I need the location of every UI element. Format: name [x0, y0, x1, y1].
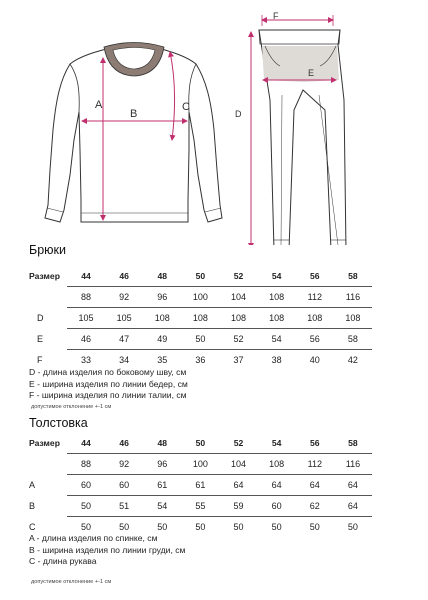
sweatshirt-diagram [0, 0, 428, 245]
value-cell: 88 [67, 287, 105, 308]
value-cell: 38 [258, 350, 296, 371]
value-cell: 96 [143, 287, 181, 308]
value-cell: 61 [143, 475, 181, 496]
value-cell: 60 [105, 475, 143, 496]
value-cell: 64 [334, 475, 372, 496]
value-cell: 50 [334, 517, 372, 538]
header-label: Размер [29, 271, 60, 282]
row-label: D [37, 313, 44, 323]
value-cell: 105 [105, 308, 143, 329]
value-cell: 60 [67, 475, 105, 496]
row-label [27, 287, 67, 308]
value-cell: 96 [143, 454, 181, 475]
pants-size-table [27, 266, 372, 370]
size-cell: 54 [271, 438, 282, 448]
value-cell: 64 [296, 475, 334, 496]
value-cell: 50 [258, 517, 296, 538]
table-row [27, 454, 372, 475]
value-cell: 51 [105, 496, 143, 517]
header-label: Размер [29, 438, 60, 449]
label-d: D [235, 109, 242, 119]
size-cell: 56 [310, 271, 320, 281]
value-cell: 108 [258, 287, 296, 308]
row-label: A [29, 480, 36, 490]
legend-line: D - длина изделия по боковому шву, см [29, 367, 187, 377]
value-cell: 50 [143, 517, 181, 538]
value-cell: 58 [334, 329, 372, 350]
value-cell: 42 [334, 350, 372, 371]
value-cell: 105 [67, 308, 105, 329]
value-cell: 64 [334, 496, 372, 517]
value-cell: 88 [67, 454, 105, 475]
size-cell: 50 [195, 438, 206, 448]
value-cell: 50 [220, 517, 258, 538]
value-cell: 33 [67, 350, 105, 371]
size-cell: 48 [157, 438, 168, 448]
value-cell: 112 [296, 287, 334, 308]
label-c: C [182, 101, 190, 113]
size-cell: 50 [195, 271, 206, 281]
value-cell: 92 [105, 287, 143, 308]
value-cell: 59 [220, 496, 258, 517]
row-label: B [29, 501, 36, 511]
value-cell: 36 [181, 350, 219, 371]
value-cell: 50 [181, 329, 219, 350]
size-cell: 44 [81, 271, 91, 281]
sweatshirt-size-table [27, 433, 372, 537]
pants-diagram [235, 11, 346, 245]
size-cell: 54 [271, 271, 282, 281]
size-cell: 56 [310, 438, 320, 448]
legend-line: B - ширина изделия по линии груди, см [29, 544, 186, 555]
sweatshirt-legend [29, 533, 185, 568]
table-row [27, 475, 372, 496]
value-cell: 40 [296, 350, 334, 371]
value-cell: 108 [220, 308, 258, 329]
value-cell: 108 [296, 308, 334, 329]
value-cell: 50 [67, 496, 105, 517]
value-cell: 64 [220, 475, 258, 496]
value-cell: 54 [258, 329, 296, 350]
value-cell: 47 [105, 329, 143, 350]
table-row [27, 308, 372, 329]
value-cell: 108 [334, 308, 372, 329]
legend-line: F - ширина изделия по линии талии, см [29, 390, 187, 400]
size-cell: 46 [119, 271, 129, 281]
row-label: F [37, 354, 43, 365]
value-cell: 116 [334, 454, 372, 475]
value-cell: 108 [143, 308, 181, 329]
size-cell: 44 [81, 438, 91, 448]
size-cell: 58 [348, 438, 358, 448]
value-cell: 108 [181, 308, 219, 329]
label-e: E [308, 68, 315, 78]
table-row [27, 329, 372, 350]
value-cell: 108 [258, 454, 296, 475]
size-cell: 46 [119, 438, 129, 448]
value-cell: 50 [296, 517, 334, 538]
value-cell: 108 [258, 308, 296, 329]
sweatshirt-title: Толстовка [29, 416, 88, 430]
value-cell: 35 [143, 350, 181, 371]
value-cell: 100 [181, 287, 219, 308]
value-cell: 112 [296, 454, 334, 475]
value-cell: 104 [220, 454, 258, 475]
value-cell: 104 [220, 287, 258, 308]
value-cell: 49 [143, 329, 181, 350]
value-cell: 116 [334, 287, 372, 308]
table-header-row [27, 266, 372, 287]
value-cell: 64 [258, 475, 296, 496]
label-b: B [130, 108, 138, 120]
row-label: E [37, 334, 44, 344]
value-cell: 34 [105, 350, 143, 371]
row-label [27, 454, 67, 475]
value-cell: 61 [181, 475, 219, 496]
value-cell: 54 [143, 496, 181, 517]
table-header-row [27, 433, 372, 454]
value-cell: 92 [105, 454, 143, 475]
value-cell: 55 [181, 496, 219, 517]
table-row [27, 496, 372, 517]
value-cell: 56 [296, 329, 334, 350]
size-cell: 58 [348, 271, 358, 281]
value-cell: 50 [181, 517, 219, 538]
table-row [27, 287, 372, 308]
pants-title: Брюки [29, 243, 66, 257]
value-cell: 46 [67, 329, 105, 350]
size-cell: 52 [233, 271, 244, 281]
value-cell: 52 [220, 329, 258, 350]
size-cell: 52 [233, 438, 244, 448]
value-cell: 37 [220, 350, 258, 371]
size-cell: 48 [157, 271, 168, 281]
value-cell: 62 [296, 496, 334, 517]
label-f: F [273, 11, 279, 21]
value-cell: 60 [258, 496, 296, 517]
pants-legend [29, 367, 188, 402]
sweatshirt-tolerance-note: допустимое отклонение +-1 см [31, 579, 112, 585]
value-cell: 50 [105, 517, 143, 538]
value-cell: 100 [181, 454, 219, 475]
value-cell: 50 [67, 517, 105, 538]
row-label: C [29, 521, 36, 532]
legend-line: C - длина рукава [29, 556, 97, 566]
legend-line: E - ширина изделия по линии бедер, см [29, 378, 188, 389]
pants-tolerance-note: допустимое отклонение +-1 см [31, 404, 112, 410]
legend-line: A - длина изделия по спинке, см [29, 533, 158, 543]
label-a: A [95, 99, 103, 111]
garment-diagrams [0, 0, 428, 245]
